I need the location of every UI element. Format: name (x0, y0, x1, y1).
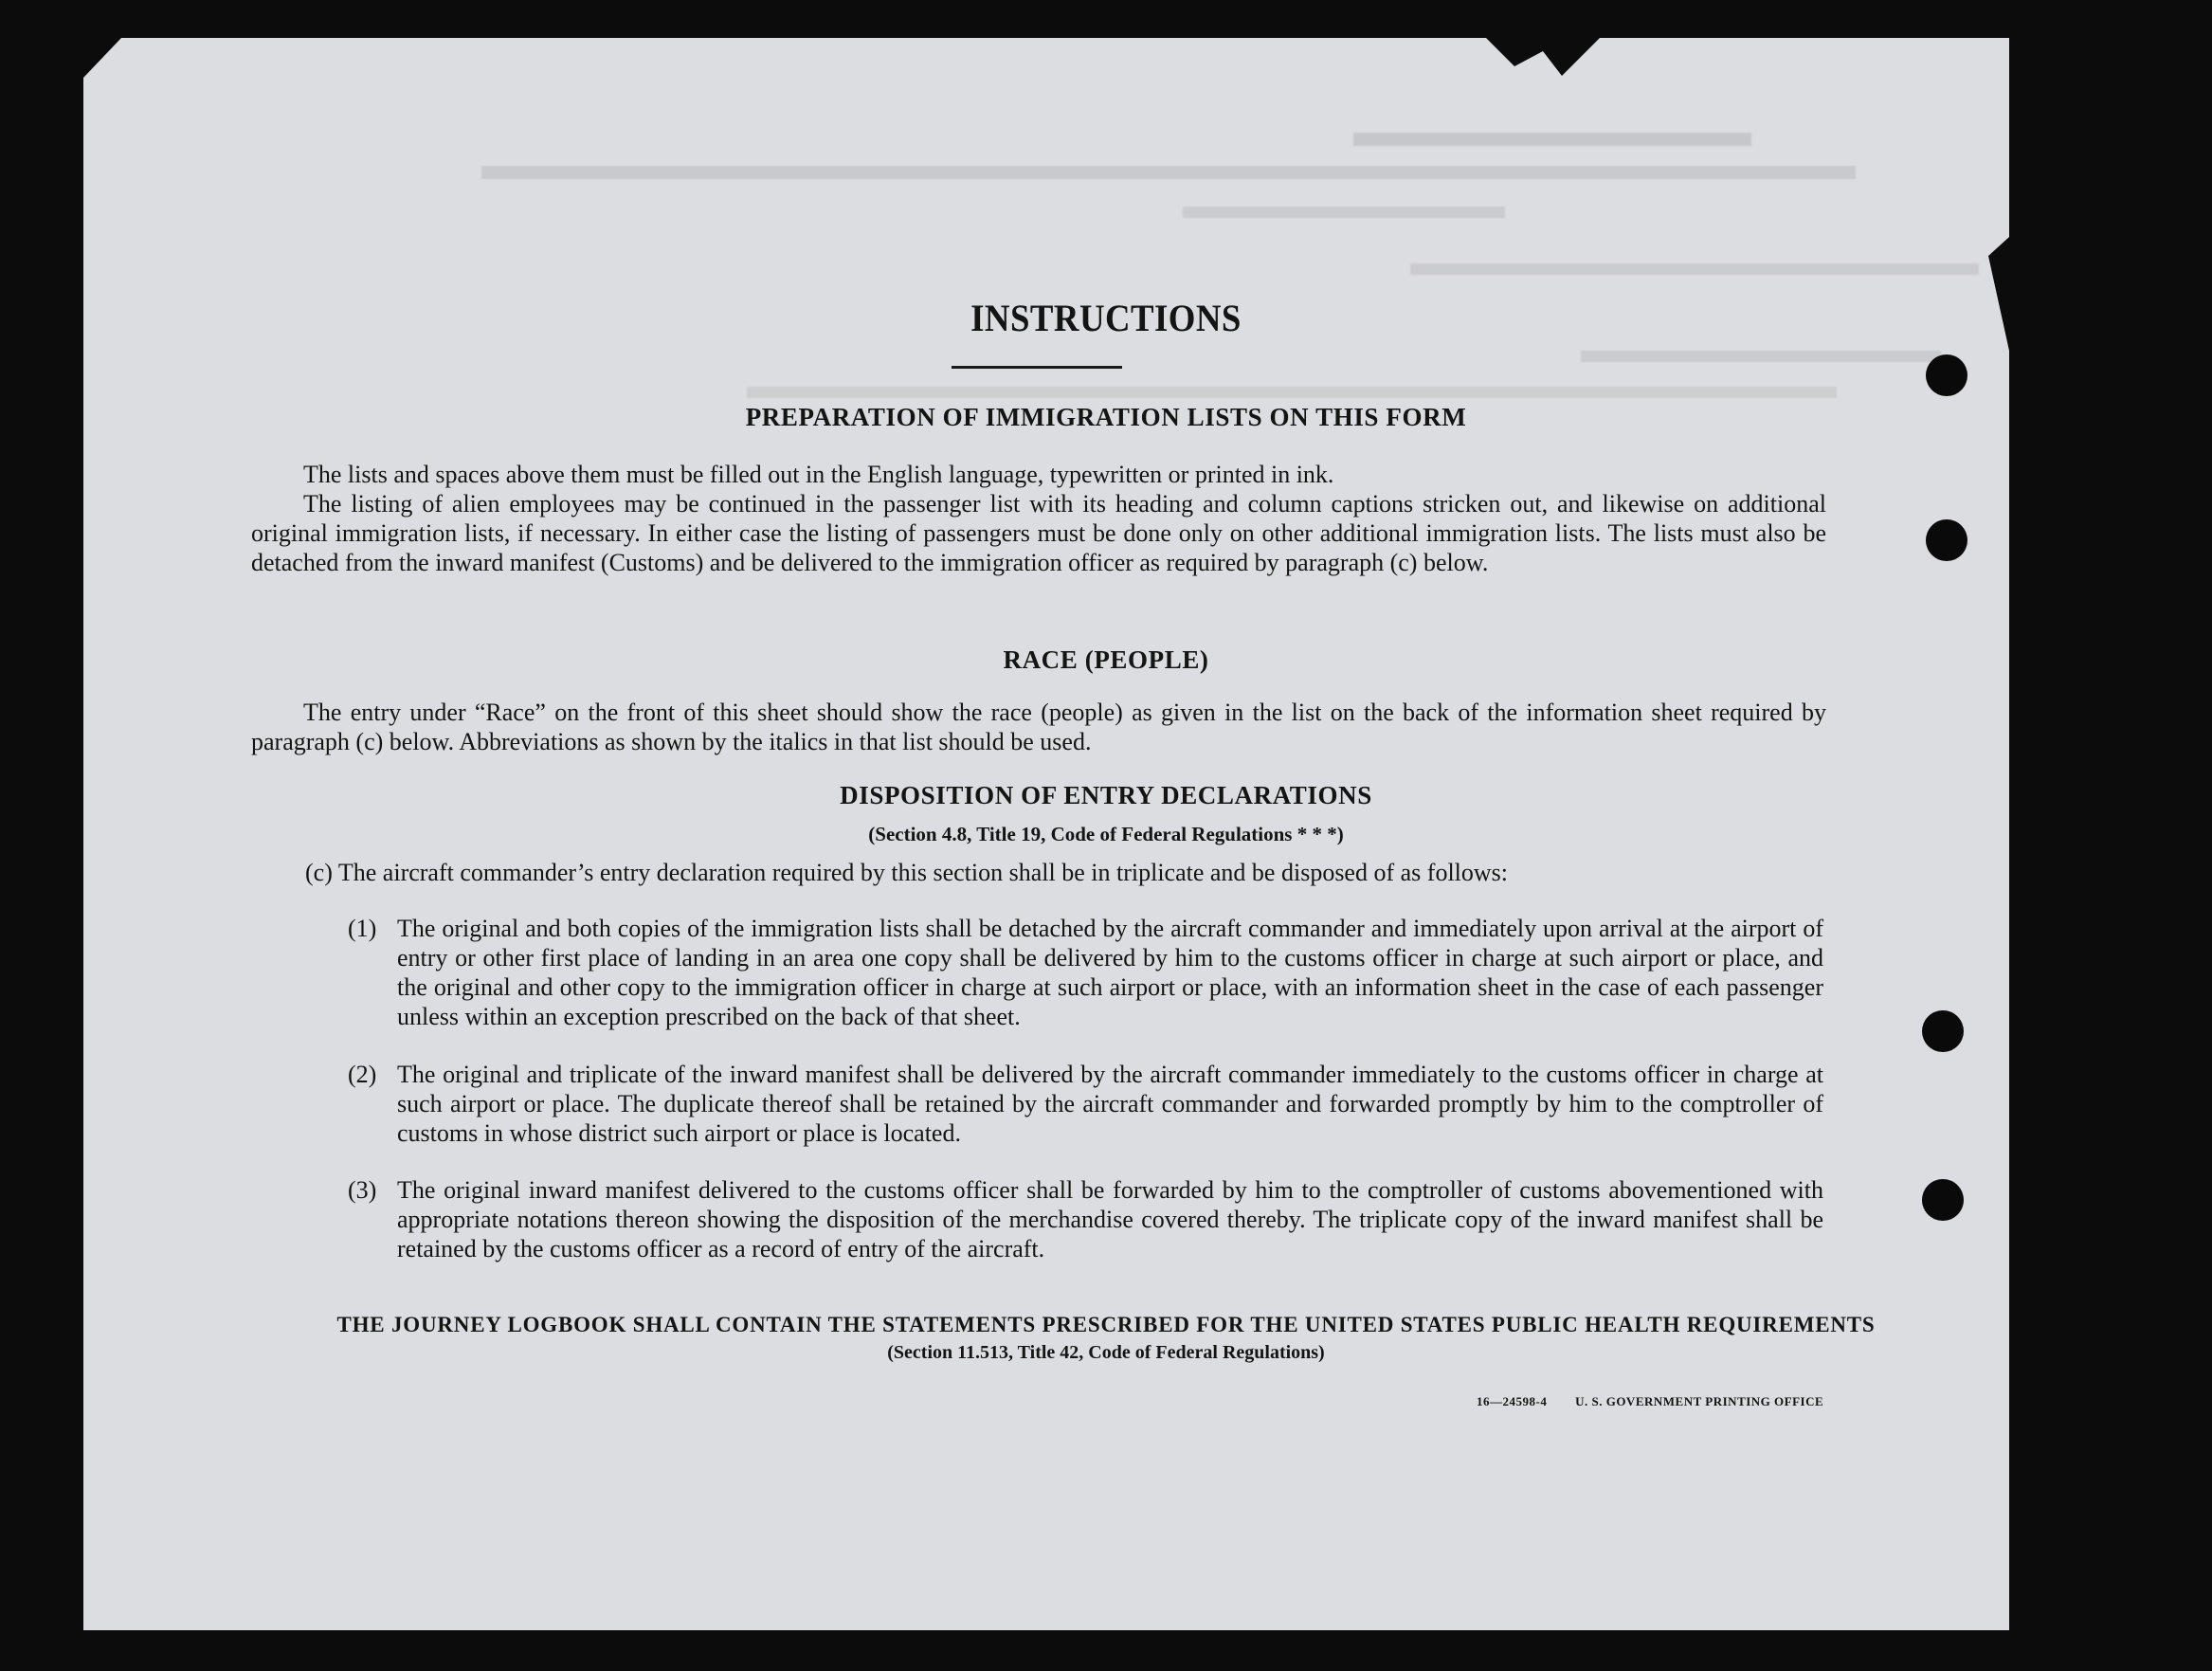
disposition-clause: (c) The aircraft commander’s entry declaration required by this section shall be in triplicate and be disposed of as follows: (305, 859, 1509, 886)
item-text (397, 1175, 1823, 1263)
item-number: (2) (348, 1061, 377, 1088)
show-through-text (1183, 207, 1505, 218)
race-heading: RACE (PEOPLE) (1003, 645, 1209, 674)
race-paragraph: The entry under “Race” on the front of this sheet should show the race (people) as given in the list on the back of the information sheet required by paragraph (c) below. Abbreviations as shown by the italics in that list should be used. (251, 699, 1826, 755)
printer-name: U. S. GOVERNMENT PRINTING OFFICE (1575, 1394, 1824, 1408)
race-text (251, 698, 1826, 756)
preparation-text (251, 460, 1826, 577)
print-info (1477, 1394, 1848, 1409)
disposition-subheading: (Section 4.8, Title 19, Code of Federal Regulations * * *) (868, 823, 1344, 845)
item-text-content: The original and both copies of the immigration lists shall be detached by the aircraft commander and immediately upon arrival at the airport of entry or other first place of landing in an area one copy shall be delivered by him to the customs officer in charge at such airport or place, and the original and other copy to the immigration officer in charge at such airport or place, with an information sheet in the case of each passenger unless within an exception prescribed on the back of that sheet. (397, 915, 1823, 1030)
punch-hole (1926, 354, 1967, 396)
punch-hole (1922, 1010, 1964, 1052)
form-number: 16—24598-4 (1477, 1394, 1548, 1408)
item-number: (3) (348, 1176, 377, 1204)
title-underline (952, 366, 1122, 369)
item-number: (1) (348, 915, 377, 942)
footer-line-1: THE JOURNEY LOGBOOK SHALL CONTAIN THE STATEMENTS PRESCRIBED FOR THE UNITED STATES PUBLIC HEALTH REQUIREMENTS (336, 1313, 1876, 1336)
item-text-content: The original inward manifest delivered to the customs officer shall be forwarded by him to the comptroller of customs abovementioned with appropriate notations thereon showing the disposition of the merchandise covered thereby. The triplicate copy of the inward manifest shall be retained by the customs officer as a record of entry of the aircraft. (397, 1176, 1823, 1262)
disposition-item-1 (348, 914, 1823, 1031)
show-through-text (1581, 351, 1941, 362)
show-through-text (1353, 133, 1751, 146)
preparation-paragraph-1: The lists and spaces above them must be filled out in the English language, typewritten or printed in ink. (303, 461, 1334, 488)
show-through-text (481, 166, 1856, 179)
disposition-item-2 (348, 1060, 1823, 1148)
show-through-text (747, 387, 1837, 398)
show-through-text (1410, 263, 1979, 275)
disposition-item-3 (348, 1175, 1823, 1263)
punch-hole (1922, 1179, 1964, 1221)
item-text (397, 1060, 1823, 1148)
item-text (397, 914, 1823, 1031)
page-title: INSTRUCTIONS (970, 297, 1242, 339)
punch-hole (1926, 519, 1967, 561)
preparation-heading: PREPARATION OF IMMIGRATION LISTS ON THIS FORM (745, 403, 1467, 431)
item-text-content: The original and triplicate of the inward manifest shall be delivered by the aircraft commander immediately to the customs officer in charge at such airport or place. The duplicate thereof shall be retained by the aircraft commander and forwarded promptly by him to the comptroller of customs in whose district such airport or place is located. (397, 1061, 1823, 1147)
preparation-paragraph-2: The listing of alien employees may be continued in the passenger list with its heading and column captions stricken out, and likewise on additional original immigration lists, if necessary. In either case the listing of passengers must be done only on other additional immigration lists. The lists must also be detached from the inward manifest (Customs) and be delivered to the immigration officer as required by paragraph (c) below. (251, 490, 1826, 576)
disposition-heading: DISPOSITION OF ENTRY DECLARATIONS (840, 781, 1372, 809)
footer-line-2: (Section 11.513, Title 42, Code of Federal Regulations) (887, 1342, 1325, 1363)
